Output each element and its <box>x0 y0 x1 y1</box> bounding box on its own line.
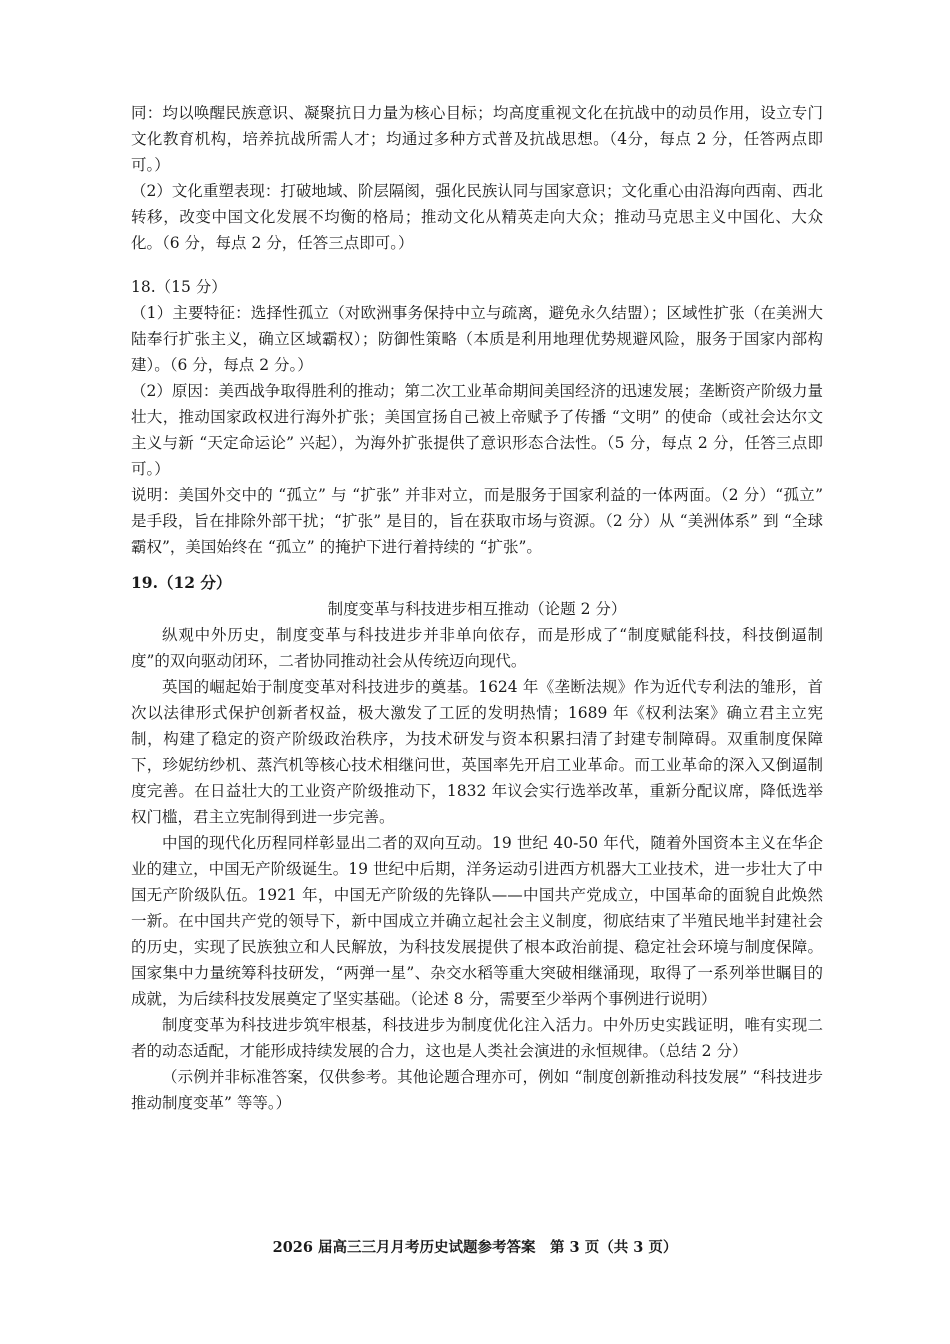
q19-section <box>131 570 823 1116</box>
q17-section <box>131 100 823 256</box>
q19-intro-paragraph: 纵观中外历史，制度变革与科技进步并非单向依存，而是形成了“制度赋能科技，科技倒逼制度”的双向驱动闭环，二者协同推动社会从传统迈向现代。 <box>131 626 823 670</box>
q18-explanation: 说明：美国外交中的 “孤立” 与 “扩张” 并非对立，而是服务于国家利益的一体两面。（2 分）“孤立” 是手段，旨在排除外部干扰；“扩张” 是目的，旨在获取市场与资源。（2 分）从 “美洲体系” 到 “全球霸权”，美国始终在 “孤立” 的掩护下进行着持续的 “扩张”。 <box>131 486 823 556</box>
q18-part1: （1）主要特征：选择性孤立（对欧洲事务保持中立与疏离，避免永久结盟）；区域性扩张（在美洲大陆奉行扩张主义，确立区域霸权）；防御性策略（本质是利用地理优势规避风险，服务于国家内部构建）。（6 分，每点 2 分。） <box>131 304 823 374</box>
q19-conclusion-paragraph: 制度变革为科技进步筑牢根基，科技进步为制度优化注入活力。中外历史实践证明，唯有实现二者的动态适配，才能形成持续发展的合力，这也是人类社会演进的永恒规律。（总结 2 分） <box>131 1016 823 1060</box>
q17-part1-continuation: 同：均以唤醒民族意识、凝聚抗日力量为核心目标；均高度重视文化在抗战中的动员作用，设立专门文化教育机构，培养抗战所需人才；均通过多种方式普及抗战思想。（4分，每点 2 分，任答两点即可。） <box>131 104 823 174</box>
q19-essay-title: 制度变革与科技进步相互推动（论题 2 分） <box>327 600 627 618</box>
q18-heading: 18.（15 分） <box>131 278 227 296</box>
q18-section <box>131 274 823 560</box>
q19-britain-paragraph: 英国的崛起始于制度变革对科技进步的奠基。1624 年《垄断法规》作为近代专利法的雏形，首次以法律形式保护创新者权益，极大激发了工匠的发明热情；1689 年《权利法案》确立君主立宪制，构建了稳定的资产阶级政治秩序，为技术研发与资本积累扫清了封建专制障碍。双重制度保障下，珍妮纺纱机、蒸汽机等核心技术相继问世，英国率先开启工业革命。而工业革命的深入又倒逼制度完善。在日益壮大的工业资产阶级推动下，1832 年议会实行选举改革，重新分配议席，降低选举权门槛，君主立宪制得到进一步完善。 <box>131 678 823 826</box>
q19-note: （示例并非标准答案，仅供参考。其他论题合理亦可，例如 “制度创新推动科技发展” “科技进步推动制度变革” 等等。） <box>131 1068 823 1112</box>
q17-part2: （2）文化重塑表现：打破地域、阶层隔阂，强化民族认同与国家意识；文化重心由沿海向西南、西北转移，改变中国文化发展不均衡的格局；推动文化从精英走向大众；推动马克思主义中国化、大众化。（6 分，每点 2 分，任答三点即可。） <box>131 182 823 252</box>
page-footer: 2026 届高三三月月考历史试题参考答案 第 3 页（共 3 页） <box>272 1239 678 1256</box>
q19-china-paragraph: 中国的现代化历程同样彰显出二者的双向互动。19 世纪 40-50 年代，随着外国资本主义在华企业的建立，中国无产阶级诞生。19 世纪中后期，洋务运动引进西方机器大工业技术，进一步壮大了中国无产阶级队伍。1921 年，中国无产阶级的先锋队——中国共产党成立，中国革命的面貌自此焕然一新。在中国共产党的领导下，新中国成立并确立起社会主义制度，彻底结束了半殖民地半封建社会的历史，实现了民族独立和人民解放，为科技发展提供了根本政治前提、稳定社会环境与制度保障。国家集中力量统筹科技研发，“两弹一星”、杂交水稻等重大突破相继涌现，取得了一系列举世瞩目的成就，为后续科技发展奠定了坚实基础。（论述 8 分，需要至少举两个事例进行说明） <box>131 834 823 1008</box>
q18-part2: （2）原因：美西战争取得胜利的推动；第二次工业革命期间美国经济的迅速发展；垄断资产阶级力量壮大，推动国家政权进行海外扩张；美国宣扬自己被上帝赋予了传播 “文明” 的使命（或社会达尔文主义与新 “天定命运论” 兴起），为海外扩张提供了意识形态合法性。（5 分，每点 2 分，任答三点即可。） <box>131 382 823 478</box>
q19-heading: 19.（12 分） <box>131 573 232 592</box>
